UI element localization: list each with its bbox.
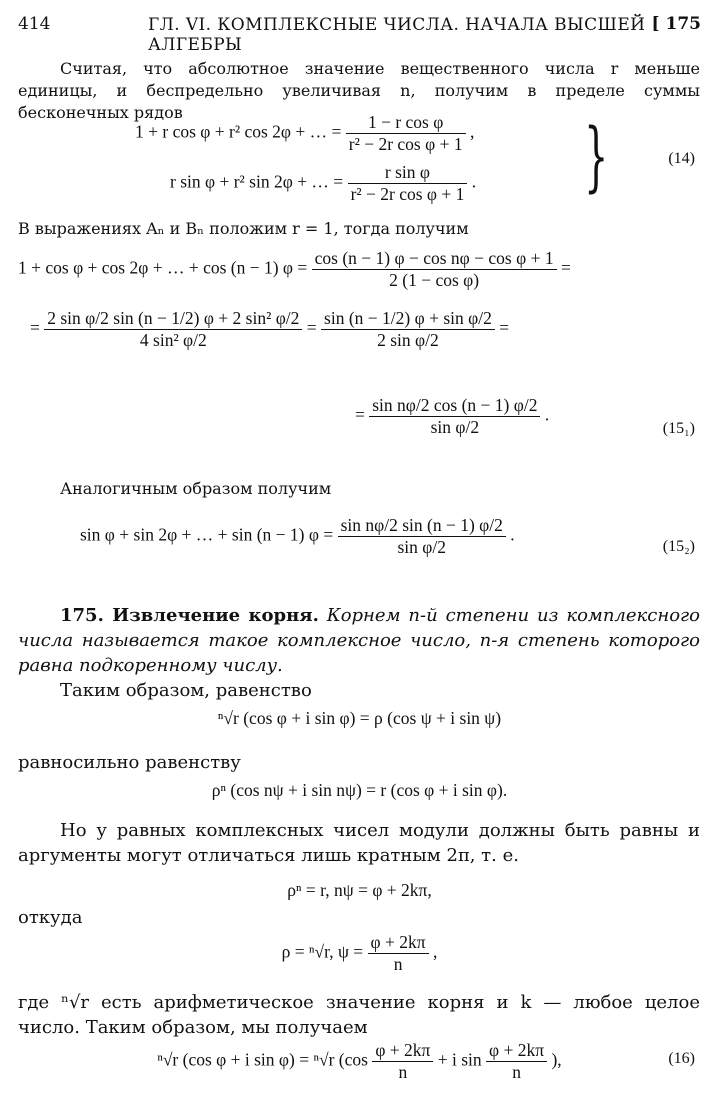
eq16-number: (16) [668, 1050, 695, 1067]
para-where: где ⁿ√r есть арифметическое значение корня и k — любое целое число. Таким образом, мы получаем [18, 992, 700, 1038]
eq15-2: sin φ + sin 2φ + … + sin (n − 1) φ = $\frac{\text{sin nφ/2 sin (n − 1) φ/2}}{\text{sin φ/2}}$ . [80, 515, 515, 557]
intro-paragraph: Считая, что абсолютное значение вещественного числа r меньше единицы, и беспредельно увеличивая n, получим в пределе суммы бесконечных рядов [18, 59, 700, 122]
anbn-paragraph: В выражениях Aₙ и Bₙ положим r = 1, тогда получим [18, 219, 469, 238]
eq-modulus: ρⁿ = r, nψ = φ + 2kπ, [287, 880, 432, 900]
eq-rho-psi: ρ = ⁿ√r, ψ = $\frac{\varphi + 2k\pi}{n}$ , [281, 932, 438, 974]
para-whence: откуда [18, 907, 83, 928]
eq15-2-number: (15₂) [662, 538, 695, 555]
page-number: 414 [18, 14, 51, 34]
section-heading: 175. Извлечение корня. [60, 605, 319, 626]
eq15-1-line3: = $\frac{\text{sin nφ/2 cos (n − 1) φ/2}}{\text{sin φ/2}}$ . [355, 395, 550, 437]
para-equivalent: равносильно равенству [18, 752, 241, 773]
analog-paragraph: Аналогичным образом получим [60, 479, 332, 498]
para-moduli: Но у равных комплексных чисел модули должны быть равны и аргументы могут отличаться лишь кратным 2π, т. е. [18, 820, 700, 866]
eq14-line2: r sin φ + r² sin 2φ + … = $\frac{\text{r sin φ}}{\text{r² − 2r cos φ + 1}}$ . [170, 162, 477, 204]
section-175-paragraph [18, 603, 700, 678]
eq15-1-line2: = $\frac{\text{2 sin φ/2 sin (n − 1/2) φ + 2 sin² φ/2}}{\text{4 sin² φ/2}}$ = $\frac{\text{sin (n − 1/2) φ + sin φ/2}}{\text{2 sin φ/2}}$ = [30, 308, 510, 350]
eq14-line1: 1 + r cos φ + r² cos 2φ + … = $\frac{\text{1 − r cos φ}}{\text{r² − 2r cos φ + 1}}$ , [135, 112, 475, 154]
eq15-1-number: (15₁) [662, 420, 695, 437]
right-brace: } [584, 111, 609, 200]
eq15-1-line1: 1 + cos φ + cos 2φ + … + cos (n − 1) φ = $\frac{\text{cos (n − 1) φ − cos nφ − cos φ + 1}}{\text{2 (1 − cos φ)}}$ = [18, 248, 571, 290]
running-title: ГЛ. VI. КОМПЛЕКСНЫЕ ЧИСЛА. НАЧАЛА ВЫСШЕЙ АЛГЕБРЫ [148, 15, 646, 55]
eq-root: ⁿ√r (cos φ + i sin φ) = ρ (cos ψ + i sin ψ) [217, 708, 502, 728]
eq16: ⁿ√r (cos φ + i sin φ) = ⁿ√r (cos $\frac{\varphi + 2k\pi}{n}$ + i sin $\frac{\varphi + 2k\pi}{n}$ ), [157, 1040, 562, 1082]
definition-text: Корнем n-й степени из комплексного числа называется такое комплексное число, n-я степень которого равна подкоренному числу. [18, 605, 700, 676]
eq14-number: (14) [668, 150, 695, 167]
running-header [18, 14, 701, 55]
section-marker: [ 175 [651, 14, 701, 34]
eq-power: ρⁿ (cos nψ + i sin nψ) = r (cos φ + i sin φ). [211, 780, 508, 800]
para-equality: Таким образом, равенство [60, 680, 312, 701]
